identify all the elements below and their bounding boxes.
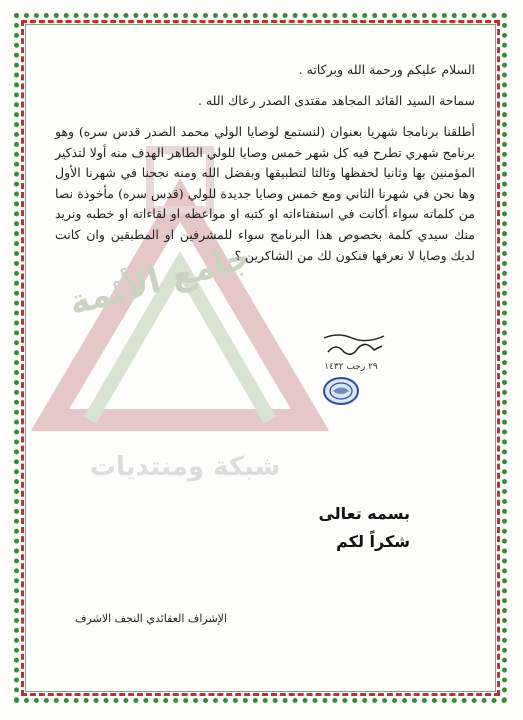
watermark-site-name: جامع الأئمة <box>64 236 256 324</box>
closing-thanks: شكراً لكم <box>336 532 410 551</box>
handwritten-signature-icon <box>318 328 390 362</box>
reply-date: ٢٩ رجب ١٤٣٢ <box>324 362 378 372</box>
letter-body: أطلقنا برنامجا شهريا بعنوان (لنستمع لوصايا الولي محمد الصدر قدس سره) وهو برنامج شهري تطرح فيه كل شهر خمس وصايا للولي الطاهر الهدف منه أولا لتذكير المؤمنين بها وثانيا لحفظها وثالثا لتطبيقها وبفضل الله ومنه نجحنا في شهرنا الأول وها نحن في شهرنا الثاني ومع خمس وصايا جديدة للولي (قدس سره) مأخوذة نصا من كلماته سواء أكانت في استفتاءاته او كتبه او مواعظه او لقاءاته او خطبه ونريد منك سيدي كلمة بخصوص هذا البرنامج سواء للمشرفين او المطبقين وان كانت لديك وصايا لا نعرفها فنكون لك من الشاكرين ؟ <box>55 124 475 263</box>
watermark-forum-subtitle: شبكة ومنتديات <box>89 452 281 482</box>
letter-addressee: سماحة السيد القائد المجاهد مقتدى الصدر رعاك الله . <box>197 93 475 108</box>
official-seal-icon <box>322 376 360 406</box>
footer-signature: الإشراف العقائدي النجف الاشرف <box>75 612 227 625</box>
closing-basmala: بسمه تعالى <box>318 504 410 523</box>
letter-greeting: السلام عليكم ورحمة الله وبركاته . <box>298 62 475 77</box>
